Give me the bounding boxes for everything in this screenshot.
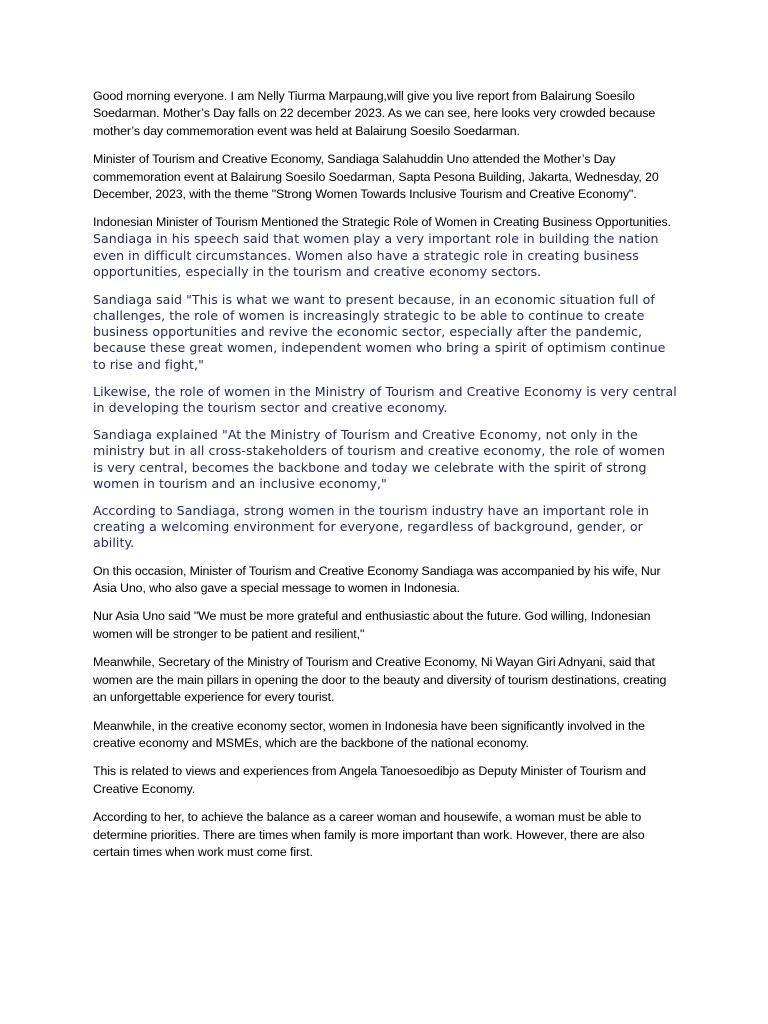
document-page xyxy=(93,88,679,872)
paragraph-tourism-industry: According to Sandiaga, strong women in the tourism industry have an important role in creating a welcoming environment for everyone, regardless of background, gender, or ability. xyxy=(93,503,650,551)
paragraph-sandiaga-quote: Sandiaga said "This is what we want to present because, in an economic situation full of challenges, the role of women is increasingly strategic to be able to continue to create business opportunities and revive the economic sector, especially after the pandemic, because these great women, independent women who bring a spirit of optimism continue to rise and fight," xyxy=(93,291,666,372)
paragraph-strategic-role-lead: Indonesian Minister of Tourism Mentioned the Strategic Role of Women in Creating Business Opportunities. xyxy=(93,215,671,230)
paragraph-strategic-role xyxy=(93,214,679,280)
paragraph-priorities: According to her, to achieve the balance as a career woman and housewife, a woman must be able to determine priorities. There are times when family is more important than work. However, there are also certain times when work must come first. xyxy=(93,810,645,859)
paragraph-nur-asia-quote: Nur Asia Uno said "We must be more grateful and enthusiastic about the future. God willing, Indonesian women will be stronger to be patient and resilient," xyxy=(93,609,651,641)
paragraph-sandiaga-explained: Sandiaga explained "At the Ministry of Tourism and Creative Economy, not only in the ministry but in all cross-stakeholders of tourism and creative economy, the role of women is very central, becomes the backbone and today we celebrate with the spirit of strong women in tourism and an inclusive economy," xyxy=(93,427,665,491)
paragraph-occasion: On this occasion, Minister of Tourism and Creative Economy Sandiaga was accompanied by his wife, Nur Asia Uno, who also gave a special message to women in Indonesia. xyxy=(93,563,661,596)
paragraph-minister-attended: Minister of Tourism and Creative Economy, Sandiaga Salahuddin Uno attended the Mother’s Day commemoration event at Balairung Soesilo Soedarman, Sapta Pesona Building, Jakarta, Wednesday, 20 December, 2023, with the theme "Strong Women Towards Inclusive Tourism and Creative Economy". xyxy=(93,152,659,202)
paragraph-creative-economy: Meanwhile, in the creative economy sector, women in Indonesia have been significantly involved in the creative economy and MSMEs, which are the backbone of the national economy. xyxy=(93,718,645,750)
paragraph-ministry-role: Likewise, the role of women in the Ministry of Tourism and Creative Economy is very central in developing the tourism sector and creative economy. xyxy=(93,383,677,416)
paragraph-deputy-minister: This is related to views and experiences from Angela Tanoesoedibjo as Deputy Minister of Tourism and Creative Economy. xyxy=(93,764,646,796)
paragraph-intro: Good morning everyone. I am Nelly Tiurma Marpaung,will give you live report from Balairung Soesilo Soedarman. Mother’s Day falls on 22 december 2023. As we can see, here looks very crowded because mother’s day commemoration event was held at Balairung Soesilo Soedarman. xyxy=(93,89,656,138)
paragraph-secretary: Meanwhile, Secretary of the Ministry of Tourism and Creative Economy, Ni Wayan Giri Adnyani, said that women are the main pillars in opening the door to the beauty and diversity of tourism destinations, creating an unforgettable experience for every tourist. xyxy=(93,655,667,705)
paragraph-strategic-role-tail: Sandiaga in his speech said that women play a very important role in building the nation even in difficult circumstances. Women also have a strategic role in creating business opportunities, especially in the tourism and creative economy sectors. xyxy=(93,231,659,280)
